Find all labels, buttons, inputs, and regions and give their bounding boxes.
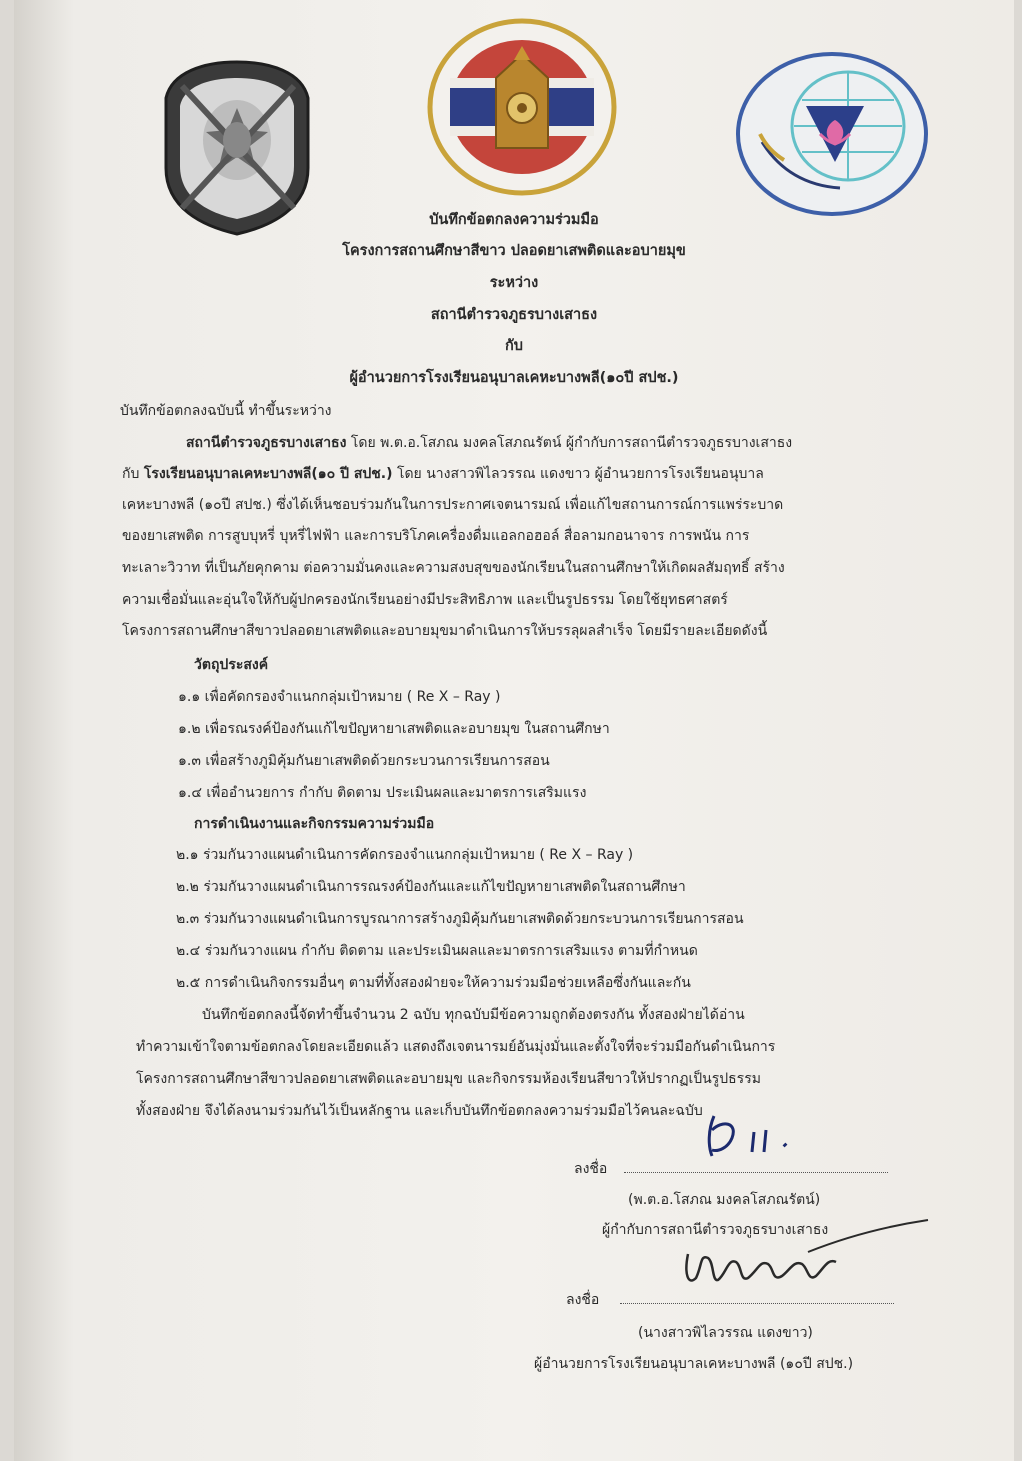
header-party-two: ผู้อำนวยการโรงเรียนอนุบาลเคหะบางพลี(๑๐ปี สปช.) — [349, 370, 679, 386]
header-project: โครงการสถานศึกษาสีขาว ปลอดยาเสพติดและอบายมุข — [342, 243, 686, 259]
para1-line-2-prefix: กับ — [122, 466, 144, 482]
signature-1-label: ลงชื่อ — [574, 1161, 608, 1177]
activity-item: ๒.๒ ร่วมกันวางแผนดำเนินการรณรงค์ป้องกันและแก้ไขปัญหายาเสพติดในสถานศึกษา — [176, 879, 686, 895]
intro-line: บันทึกข้อตกลงฉบับนี้ ทำขึ้นระหว่าง — [120, 403, 332, 419]
anuban-khehabangphli-school-logo — [732, 50, 932, 218]
header-party-one: สถานีตำรวจภูธรบางเสาธง — [430, 307, 598, 323]
activity-item: ๒.๑ ร่วมกันวางแผนดำเนินการคัดกรองจำแนกกลุ่มเป้าหมาย ( Re X – Ray ) — [176, 847, 634, 863]
document-page — [14, 0, 1014, 1461]
signature-2-label: ลงชื่อ — [566, 1292, 600, 1308]
header-title: บันทึกข้อตกลงความร่วมมือ — [429, 212, 599, 228]
objective-item: ๑.๔ เพื่ออำนวยการ กำกับ ติดตาม ประเมินผลและมาตรการเสริมแรง — [178, 785, 587, 801]
signature-2-line — [620, 1303, 894, 1304]
objective-item: ๑.๒ เพื่อรณรงค์ป้องกันแก้ไขปัญหายาเสพติดและอบายมุข ในสถานศึกษา — [178, 721, 610, 737]
objectives-title: วัตถุประสงค์ — [194, 657, 269, 673]
signature-1-title: ผู้กำกับการสถานีตำรวจภูธรบางเสาธง — [602, 1222, 829, 1238]
para1-line-3: เคหะบางพลี (๑๐ปี สปช.) ซึ่งได้เห็นชอบร่วมกันในการประกาศเจตนารมณ์ เพื่อแก้ไขสถานการณ์การแพร่ระบาด — [122, 497, 784, 513]
para1-line-2-text: โดย นางสาวพิไลวรรณ แดงขาว ผู้อำนวยการโรงเรียนอนุบาล — [392, 466, 764, 482]
activity-item: ๒.๔ ร่วมกันวางแผน กำกับ ติดตาม และประเมินผลและมาตรการเสริมแรง ตามที่กำหนด — [176, 943, 698, 959]
para1-line-1 — [186, 432, 792, 454]
signature-2-title: ผู้อำนวยการโรงเรียนอนุบาลเคหะบางพลี (๑๐ปี สปช.) — [534, 1356, 854, 1372]
objective-item: ๑.๓ เพื่อสร้างภูมิคุ้มกันยาเสพติดด้วยกระบวนการเรียนการสอน — [178, 753, 550, 769]
signature-1-name: (พ.ต.อ.โสภณ มงคลโสภณรัตน์) — [628, 1192, 821, 1208]
party-two-name: โรงเรียนอนุบาลเคหะบางพลี(๑๐ ปี สปช.) — [143, 466, 393, 482]
activity-item: ๒.๕ การดำเนินกิจกรรมอื่นๆ ตามที่ทั้งสองฝ่ายจะให้ความร่วมมือช่วยเหลือซึ่งกันและกัน — [176, 975, 691, 991]
para1-line-7: โครงการสถานศึกษาสีขาวปลอดยาเสพติดและอบายมุขมาดำเนินการให้บรรลุผลสำเร็จ โดยมีรายละเอียดดังนี้ — [122, 623, 768, 639]
para1-line-1-text: โดย พ.ต.อ.โสภณ มงคลโสภณรัตน์ ผู้กำกับการสถานีตำรวจภูธรบางเสาธง — [346, 435, 793, 451]
party-one-name: สถานีตำรวจภูธรบางเสาธง — [186, 435, 347, 451]
closing-line-4: ทั้งสองฝ่าย จึงได้ลงนามร่วมกันไว้เป็นหลักฐาน และเก็บบันทึกข้อตกลงความร่วมมือไว้คนละฉบับ — [136, 1103, 703, 1119]
closing-line-3: โครงการสถานศึกษาสีขาวปลอดยาเสพติดและอบายมุข และกิจกรรมห้องเรียนสีขาวให้ปรากฏเป็นรูปธรรม — [136, 1071, 761, 1087]
signature-2-name: (นางสาวพิไลวรรณ แดงขาว) — [638, 1325, 813, 1341]
activities-title: การดำเนินงานและกิจกรรมความร่วมมือ — [194, 816, 435, 832]
closing-line-1: บันทึกข้อตกลงนี้จัดทำขึ้นจำนวน 2 ฉบับ ทุกฉบับมีข้อความถูกต้องตรงกัน ทั้งสองฝ่ายได้อ่าน — [202, 1007, 745, 1023]
para1-line-5: ทะเลาะวิวาท ที่เป็นภัยคุกคาม ต่อความมั่นคงและความสงบสุขของนักเรียนในสถานศึกษาให้เกิดผลสัมฤทธิ์ สร้าง — [122, 560, 785, 576]
para1-line-4: ของยาเสพติด การสูบบุหรี่ บุหรี่ไฟฟ้า และการบริโภคเครื่องดื่มแอลกอฮอล์ สื่อลามกอนาจาร การพนัน การ — [122, 528, 750, 544]
closing-line-2: ทำความเข้าใจตามข้อตกลงโดยละเอียดแล้ว แสดงถึงเจตนารมย์อันมุ่งมั่นและตั้งใจที่จะร่วมมือกันดำเนินการ — [136, 1039, 776, 1055]
para1-line-6: ความเชื่อมั่นและอุ่นใจให้กับผู้ปกครองนักเรียนอย่างมีประสิทธิภาพ และเป็นรูปธรรม โดยใช้ยุทธศาสตร์ — [122, 592, 728, 608]
signature-2-handwriting — [678, 1214, 938, 1298]
signature-1-line — [624, 1172, 888, 1173]
activity-item: ๒.๓ ร่วมกันวางแผนดำเนินการบูรณาการสร้างภูมิคุ้มกันยาเสพติดด้วยกระบวนการเรียนการสอน — [176, 911, 744, 927]
signature-1-handwriting — [698, 1110, 818, 1164]
white-school-project-logo — [426, 18, 618, 196]
objective-item: ๑.๑ เพื่อคัดกรองจำแนกกลุ่มเป้าหมาย ( Re X – Ray ) — [178, 689, 501, 705]
para1-line-2 — [122, 463, 764, 485]
header-between: ระหว่าง — [489, 275, 539, 291]
header-with: กับ — [505, 338, 523, 354]
